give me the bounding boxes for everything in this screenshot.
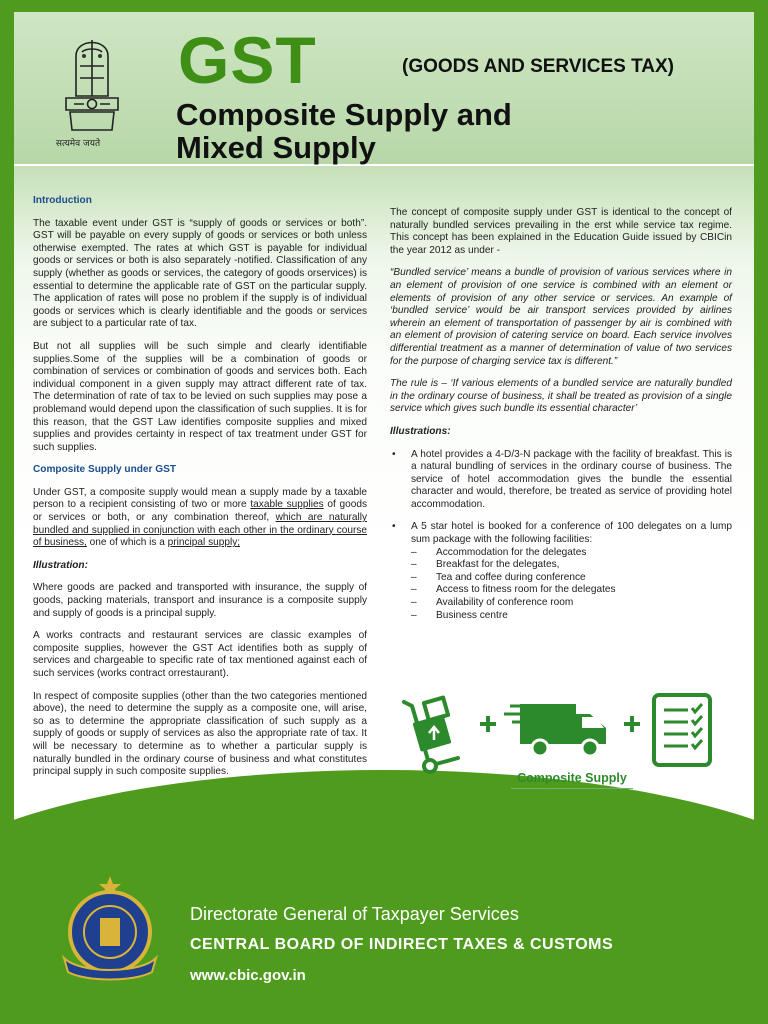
composite-supply-definition [33, 487, 367, 550]
illustration-heading: Illustration: [33, 559, 88, 571]
header-banner [14, 12, 754, 166]
right-column [390, 207, 732, 632]
definition-principal-supply: principal supply; [167, 537, 241, 549]
definition-text-b: of goods or services or both, or any combination thereof, [33, 499, 367, 524]
gst-brand: GST [178, 23, 317, 97]
works-contract-paragraph: A works contracts and restaurant services are classic examples of composite supplies, however the GST Act identifies both as supply of services and chargeable to specific rate of tax mentioned against each of such services (works contract orrestaurant). [33, 630, 367, 679]
composite-supplies-paragraph: In respect of composite supplies (other than the two categories mentioned above), the need to determine the supply as a composite one, will arise, so as to determine the appropriate classification of such supply as a supply of goods or supply of services as also the appropriate rate of tax. It will be necessary to determine as to whether a particular supply is naturally bundled in the ordinary course of business and what constitutes principal supply in such composite supplies. [33, 690, 367, 778]
composite-supply-caption: Composite Supply [511, 771, 633, 789]
illustration-paragraph: Where goods are packed and transported with insurance, the supply of goods, packing materials, transport and insurance is a composite supply and supply of goods is a principal supply. [33, 582, 367, 619]
illustrations-list [390, 449, 732, 623]
cbic-seal [54, 874, 166, 986]
definition-naturally-bundled: which are naturally bundled and supplied in conjunction with each other in the ordinary course of business, [33, 512, 367, 549]
emblem-motto: सत्यमेव जयते [55, 139, 101, 149]
plus-icon [624, 716, 640, 732]
illustration-item [390, 521, 732, 622]
plus-icon [480, 716, 496, 732]
facility-item: – Access to fitness room for the delegates [411, 584, 732, 597]
facilities-list [411, 547, 732, 623]
hand-truck-icon [404, 698, 458, 772]
facility-item: – Breakfast for the delegates, [411, 559, 732, 572]
title-line-2: Mixed Supply [176, 130, 376, 165]
definition-text-a: Under GST, a composite supply would mean a supply made by a taxable person to a recipient consisting of two or more [33, 486, 367, 511]
definition-text-c: one of which is a [86, 537, 168, 549]
introduction-paragraph-1: The taxable event under GST is “supply of goods or services or both”. GST will be payable on every supply of goods or services or both unless otherwise exempted. The rates at which GST is payable for individual goods or services or both is also separately -notified. Classification of any supply (whether as goods or services, the category of goods orservices) is essential to determine the applicable rate of GST on the particular supply. The application of rates will pose no problem if the supply is of individual goods or services which is clearly identifiable and the goods or services are subject to a particular rate of tax. [33, 217, 367, 330]
concept-paragraph: The concept of composite supply under GST is identical to the concept of naturally bundled services prevailing in the erst while service tax regime. This concept has been explained in the Education Guide issued by CBICin the year 2012 as under - [390, 207, 732, 256]
introduction-heading: Introduction [33, 195, 92, 206]
illustrations-heading: Illustrations: [390, 425, 451, 437]
directorate-name: Directorate General of Taxpayer Services [190, 904, 519, 924]
facility-item: – Availability of conference room [411, 597, 732, 610]
page-title [176, 98, 512, 164]
delivery-truck-icon [504, 704, 606, 756]
title-line-1: Composite Supply and [176, 97, 512, 132]
rule-paragraph: The rule is – ‘If various elements of a bundled service are naturally bundled in the ordinary course of business, it shall be treated as provision of a single service which gives such bundle its essential character’ [390, 378, 732, 415]
introduction-paragraph-2: But not all supplies will be such simple and clearly identifiable supplies.Some of the supplies will be a combination of goods or combination of services or combination of goods and services both. Each individual component in a given supply may attract different rate of tax. The determination of rate of tax to be levied on such supplies may pose a problemand would depend upon the classification of such supplies. It is for this reason, that the GST Law identifies composite supplies and mixed supplies and provides certainty in respect of tax treatment under GST for such supplies. [33, 340, 367, 453]
facility-item: – Accommodation for the delegates [411, 547, 732, 560]
bundled-service-quote: “Bundled service’ means a bundle of provision of various services where in an element of provision of one service is combined with an element or elements of provision of any other service or services. An example of ‘bundled service’ would be air transport services provided by airlines wherein an element of transportation of passenger by air is combined with an element of provision of catering service on board. Each service involves differential treatment as a manner of determination of value of two services for the purpose of charging service tax is different.” [390, 267, 732, 367]
website-link[interactable]: www.cbic.gov.in [190, 967, 306, 984]
board-name: CENTRAL BOARD OF INDIRECT TAXES & CUSTOMS [190, 936, 614, 953]
conference-package-text: A 5 star hotel is booked for a conference of 100 delegates on a lump sum package with the following facilities: [411, 521, 732, 546]
checklist-icon [654, 695, 710, 765]
left-column [33, 195, 367, 789]
definition-taxable-supplies: taxable supplies [250, 499, 324, 511]
illustration-item: • A hotel provides a 4-D/3-N package with the facility of breakfast. This is a natural bundling of services in the ordinary course of business. The service of hotel accommodation gives the bundle the essential character and would, therefore, be treated as service of providing hotel accommodation. [390, 449, 732, 512]
composite-supply-heading: Composite Supply under GST [33, 464, 177, 476]
gst-expansion: (GOODS AND SERVICES TAX) [402, 56, 675, 77]
facility-item: – Tea and coffee during conference [411, 572, 732, 585]
facility-item: – Business centre [411, 610, 732, 623]
